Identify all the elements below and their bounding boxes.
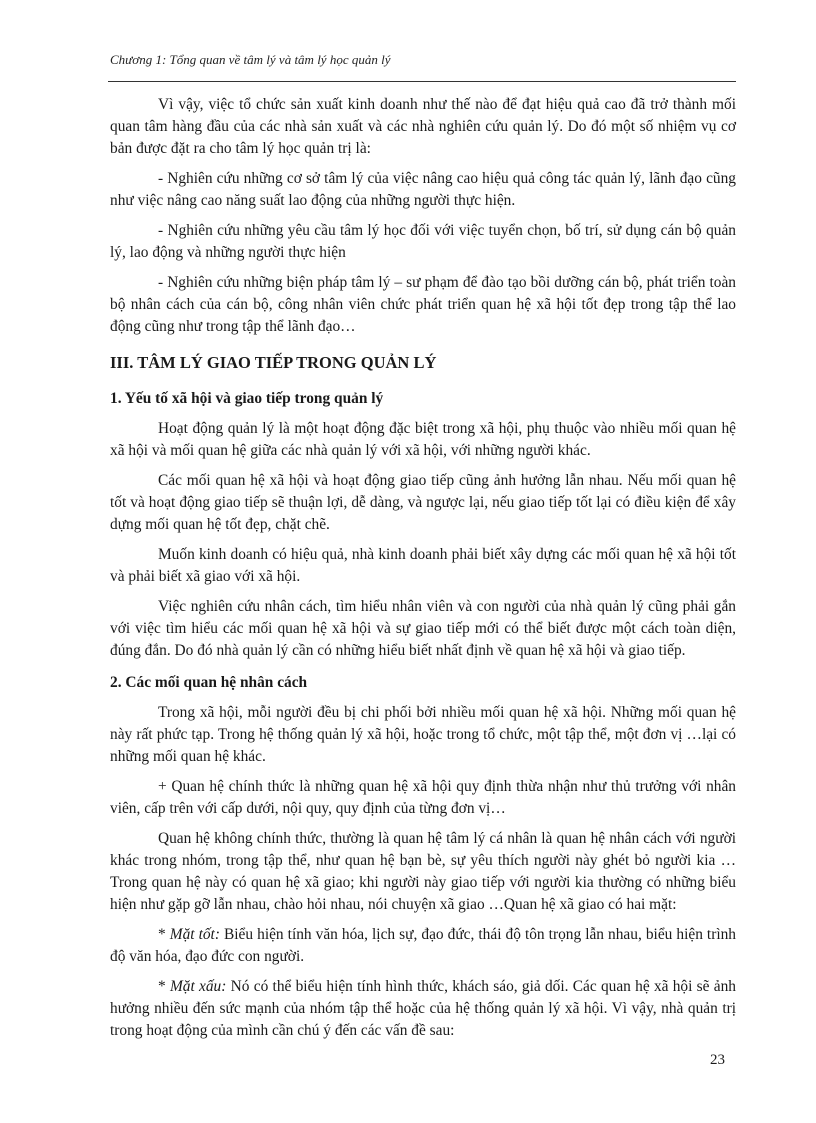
- paragraph-good-side: [110, 924, 736, 968]
- paragraph: Việc nghiên cứu nhân cách, tìm hiểu nhân viên và con người của nhà quản lý cũng phải gắn với việc tìm hiểu các mối quan hệ xã hội và sự giao tiếp mới có thể biết được một cách toàn diện, đúng đắn. Do đó nhà quản lý cần có những hiểu biết nhất định về quan hệ xã hội và giao tiếp.: [110, 598, 736, 659]
- subsection-heading: 2. Các mối quan hệ nhân cách: [110, 674, 308, 691]
- good-side-label: Mặt tốt:: [169, 926, 220, 943]
- paragraph: Trong xã hội, mỗi người đều bị chi phối bởi nhiều mối quan hệ xã hội. Những mối quan hệ này rất phức tạp. Trong hệ thống quản lý xã hội, hoặc trong tổ chức, một tập thể, một đơn vị …lại có những mối quan hệ khác.: [110, 704, 736, 765]
- header-rule: [108, 81, 736, 82]
- subsection-heading: 1. Yếu tố xã hội và giao tiếp trong quản lý: [110, 390, 384, 407]
- bad-side-text: Nó có thể biểu hiện tính hình thức, khách sáo, giả dối. Các quan hệ xã hội sẽ ảnh hưởng nhiều đến sức mạnh của nhóm tập thể hoặc của hệ thống quản lý xã hội. Vì vậy, nhà quản trị trong hoạt động của mình cần chú ý đến các vấn đề sau:: [110, 978, 736, 1039]
- paragraph: - Nghiên cứu những yêu cầu tâm lý học đối với việc tuyển chọn, bố trí, sử dụng cán bộ quản lý, lao động và những người thực hiện: [110, 222, 736, 261]
- good-side-text: Biểu hiện tính văn hóa, lịch sự, đạo đức, thái độ tôn trọng lẫn nhau, biểu hiện trình độ văn hóa, đạo đức con người.: [110, 926, 737, 965]
- page-body: [110, 94, 736, 1050]
- page-number: 23: [710, 1052, 725, 1068]
- paragraph: Hoạt động quản lý là một hoạt động đặc biệt trong xã hội, phụ thuộc vào nhiều mối quan hệ xã hội và mối quan hệ giữa các nhà quản lý với xã hội, với những người khác.: [110, 420, 736, 459]
- paragraph: - Nghiên cứu những biện pháp tâm lý – sư phạm để đào tạo bồi dưỡng cán bộ, phát triển toàn bộ nhân cách của cán bộ, công nhân viên chức phát triển quan hệ xã hội tốt đẹp trong tập thể lao động cũng như trong tập thể lãnh đạo…: [110, 274, 736, 335]
- paragraph: + Quan hệ chính thức là những quan hệ xã hội quy định thừa nhận như thủ trưởng với nhân viên, cấp trên với cấp dưới, nội quy, quy định của từng đơn vị…: [110, 778, 736, 817]
- running-header: Chương 1: Tổng quan về tâm lý và tâm lý học quản lý: [110, 52, 391, 67]
- bullet-prefix: *: [158, 978, 170, 995]
- bad-side-label: Mặt xấu:: [169, 978, 227, 995]
- paragraph-bad-side: [110, 976, 736, 1042]
- paragraph: Quan hệ không chính thức, thường là quan hệ tâm lý cá nhân là quan hệ nhân cách với người khác trong nhóm, trong tập thể, như quan hệ bạn bè, sự yêu thích người này ghét bỏ người kia …Trong quan hệ này có quan hệ xã giao; khi người này giao tiếp với người kia thường có những biểu hiện như gặp gỡ lẫn nhau, chào hỏi nhau, nói chuyện xã giao …Quan hệ xã giao có hai mặt:: [110, 830, 736, 913]
- paragraph: Muốn kinh doanh có hiệu quả, nhà kinh doanh phải biết xây dựng các mối quan hệ xã hội tốt và phải biết xã giao với xã hội.: [110, 546, 736, 585]
- section-heading: III. TÂM LÝ GIAO TIẾP TRONG QUẢN LÝ: [110, 353, 437, 372]
- paragraph: - Nghiên cứu những cơ sở tâm lý của việc nâng cao hiệu quả công tác quản lý, lãnh đạo cũng như việc nâng cao năng suất lao động của những người thực hiện.: [110, 170, 736, 209]
- paragraph: Vì vậy, việc tổ chức sản xuất kinh doanh như thế nào để đạt hiệu quả cao đã trở thành mối quan tâm hàng đầu của các nhà sản xuất và các nhà nghiên cứu quản lý. Do đó một số nhiệm vụ cơ bản được đặt ra cho tâm lý học quản trị là:: [110, 96, 736, 157]
- paragraph: Các mối quan hệ xã hội và hoạt động giao tiếp cũng ảnh hưởng lẫn nhau. Nếu mối quan hệ tốt và hoạt động giao tiếp sẽ thuận lợi, dễ dàng, và ngược lại, nếu giao tiếp tốt lại có điều kiện để xây dựng mối quan hệ tốt đẹp, chặt chẽ.: [110, 472, 736, 533]
- bullet-prefix: *: [158, 926, 170, 943]
